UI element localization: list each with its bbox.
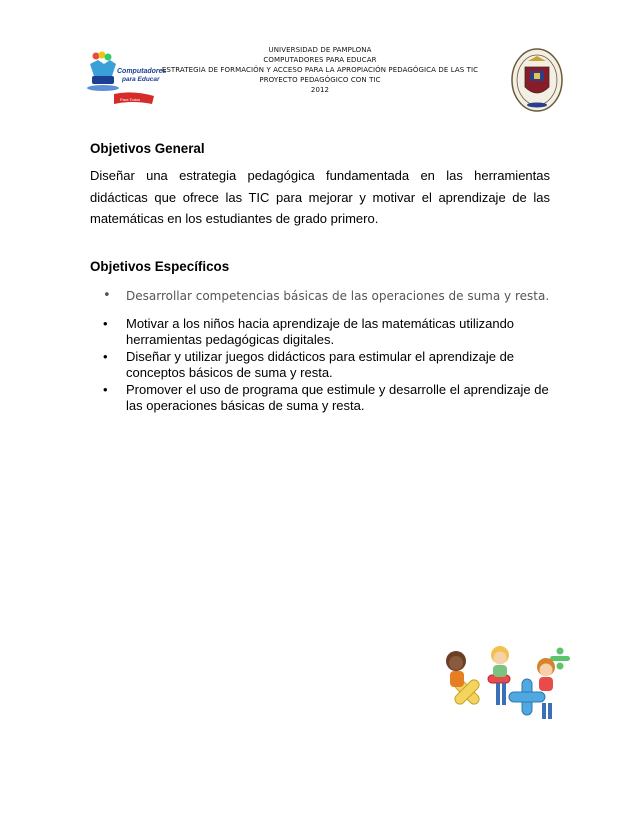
- svg-text:Para Todos: Para Todos: [120, 97, 141, 102]
- specific-objectives-list: [90, 316, 550, 414]
- child-figure-icon: [537, 658, 555, 719]
- list-item: [90, 288, 550, 304]
- general-objective-title: Objetivos General: [90, 141, 205, 156]
- header-line-university: UNIVERSIDAD DE PAMPLONA: [268, 46, 372, 54]
- specific-objective-2: Motivar a los niños hacia aprendizaje de las matemáticas utilizando herramientas pedagógicas digitales.: [126, 316, 515, 348]
- computadores-para-educar-logo: [84, 50, 167, 108]
- header-line-strategy: ESTRATEGIA DE FORMACIÓN Y ACCESO PARA LA APROPIACIÓN PEDAGÓGICA DE LAS TIC: [161, 66, 479, 74]
- universidad-de-pamplona-seal: [510, 47, 564, 113]
- header-line-project: PROYECTO PEDAGÓGICO CON TIC: [259, 76, 381, 84]
- svg-text:Computadores: Computadores: [117, 68, 167, 75]
- header-line-program: COMPUTADORES PARA EDUCAR: [263, 56, 377, 64]
- document-header: [150, 45, 490, 95]
- list-item: [90, 349, 550, 382]
- header-line-year: 2012: [310, 86, 330, 94]
- bullet-icon: •: [103, 288, 111, 303]
- general-objective-text: Diseñar una estrategia pedagógica fundamentada en las herramientas didácticas que ofrece las TIC para mejorar y motivar el aprendizaje de las matemáticas en los estudiantes de grado primero.: [90, 168, 550, 226]
- specific-objective-3: Diseñar y utilizar juegos didácticos para estimular el aprendizaje de conceptos básicos de suma y resta.: [126, 348, 515, 381]
- bullet-icon: •: [103, 381, 108, 397]
- kids-with-math-symbols-illustration: [438, 643, 578, 723]
- specific-objective-1: Desarrollar competencias básicas de las operaciones de suma y resta.: [126, 289, 550, 303]
- specific-objectives-list-first: [90, 288, 550, 304]
- child-figure-icon: [446, 651, 466, 687]
- list-item: [90, 382, 550, 415]
- bullet-icon: •: [103, 348, 108, 364]
- bullet-icon: •: [103, 316, 108, 331]
- list-item: [90, 316, 550, 349]
- svg-text:para Educar: para Educar: [122, 76, 160, 83]
- specific-objective-4: Promover el uso de programa que estimule y desarrolle el aprendizaje de las operaciones básicas de suma y resta.: [126, 381, 549, 414]
- specific-objectives-title: Objetivos Específicos: [90, 259, 230, 274]
